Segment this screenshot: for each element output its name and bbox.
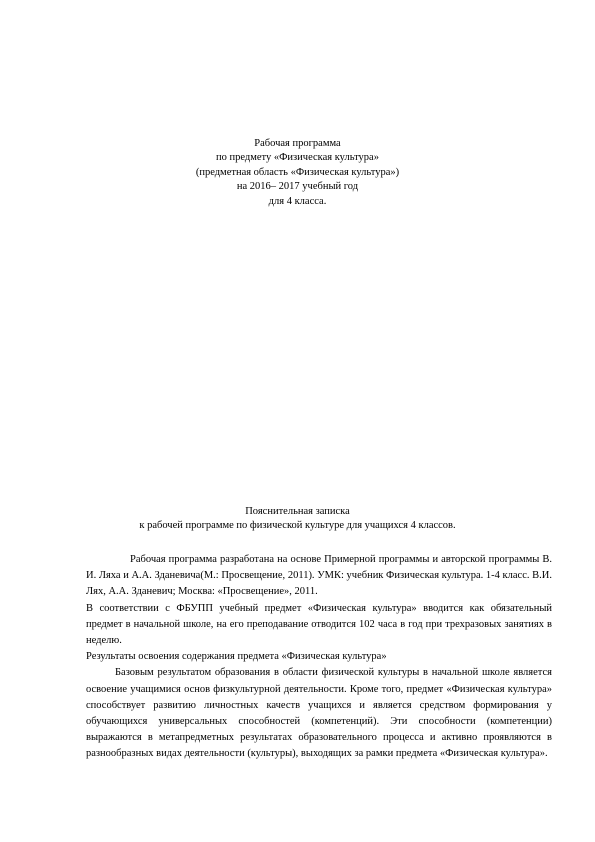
title-line: на 2016– 2017 учебный год xyxy=(236,181,359,193)
title-line: Рабочая программа xyxy=(254,138,341,149)
paragraph-results-heading: Результаты освоения содержания предмета «Физическая культура» xyxy=(86,651,387,663)
paragraph-hours: В соответствии с ФБУПП учебный предмет «Физическая культура» вводится как обязательный предмет в начальной школе, на его преподавание отводится 102 часа в год при трехразовых занятиях в неделю. xyxy=(86,602,552,647)
program-title-block xyxy=(0,137,595,209)
note-subheading: к рабочей программе по физической культуре для учащихся 4 классов. xyxy=(139,520,456,532)
title-line: (предметная область «Физическая культура») xyxy=(195,166,400,178)
note-heading: Пояснительная записка xyxy=(245,506,350,517)
paragraph-results: Базовым результатом образования в области физической культуры в начальной школе является освоение учащимися основ физкультурной деятельности. Кроме того, предмет «Физическая культура» способствует развитию личностных качеств учащихся и является средством формирования у обучающихся универсальных способностей (компетенций). Эти способности (компетенции) выражаются в метапредметных результатах образовательного процесса и активно проявляются в разнообразных видах деятельности (культуры), выходящих за рамки предмета «Физическая культура». xyxy=(86,667,552,760)
explanatory-note-header xyxy=(0,505,595,534)
document-body xyxy=(86,552,552,763)
title-line: по предмету «Физическая культура» xyxy=(216,152,379,164)
title-line: для 4 класса. xyxy=(268,195,327,207)
paragraph-program-basis: Рабочая программа разработана на основе Примерной программы и авторской программы В. И. Ляха и А.А. Зданевича(М.: Просвещение, 2011). УМК: учебник Физическая культура. 1-4 класс. В.И. Лях, А.А. Зданевич; Москва: «Просвещение», 2011. xyxy=(86,554,552,598)
